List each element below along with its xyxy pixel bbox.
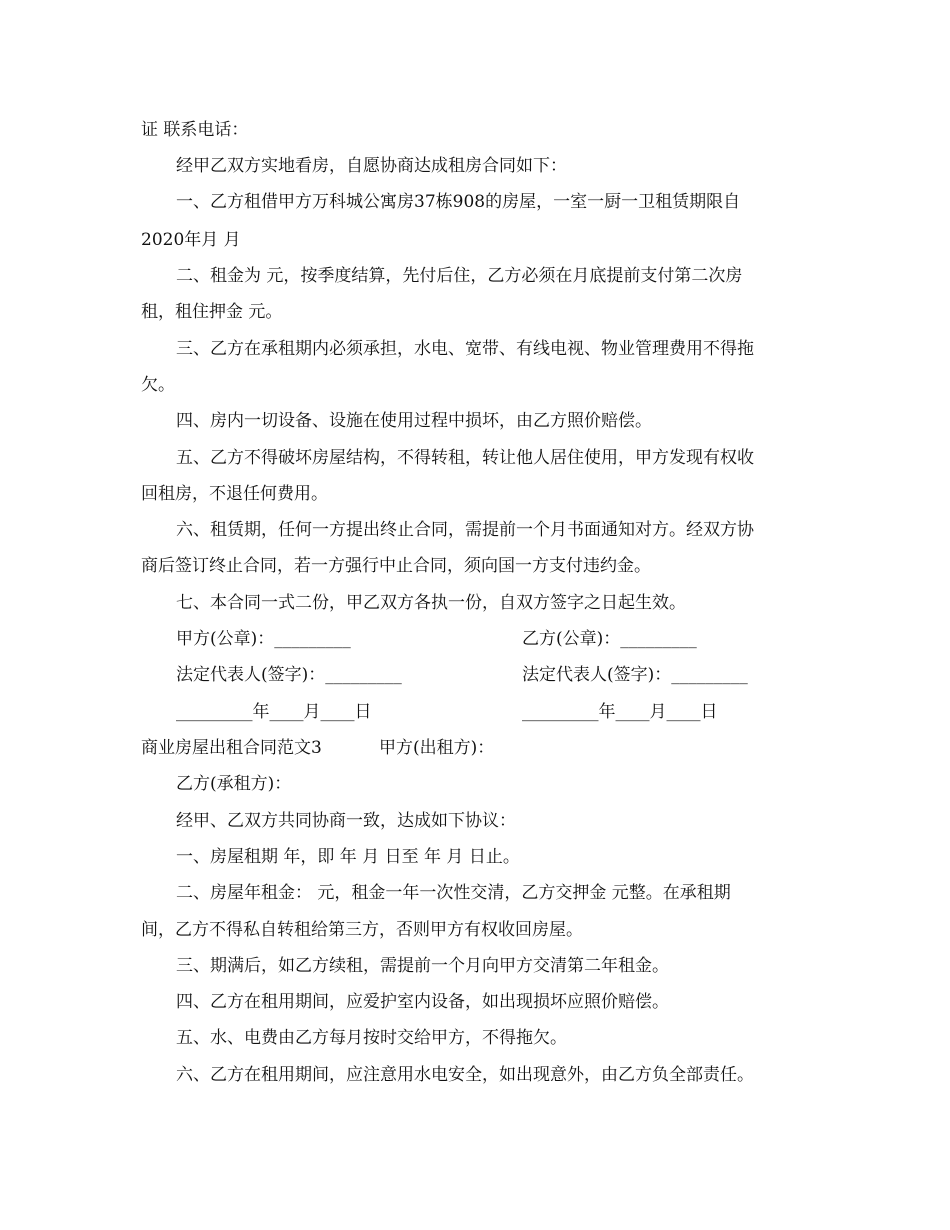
rent-clause-line: 二、房屋年租金： 元，租金一年一次性交清，乙方交押金 元整。在承租期 <box>176 883 731 903</box>
renewal-clause: 三、期满后，如乙方续租，需提前一个月向甲方交清第二年租金。 <box>176 956 669 976</box>
party-b-label: 乙方(承租方)： <box>176 774 292 794</box>
text-line: 证 联系电话： <box>141 120 249 140</box>
party-a-representative-field: 法定代表人(签字)：_________ <box>176 665 402 685</box>
party-b-seal-field: 乙方(公章)：_________ <box>522 629 697 649</box>
rent-clause-line: 间，乙方不得私自转租给第三方，否则甲方有权收回房屋。 <box>141 920 583 940</box>
safety-clause: 六、乙方在租用期间，应注意用水电安全，如出现意外，由乙方负全部责任。 <box>176 1065 754 1085</box>
party-a-date-field: _________年____月____日 <box>176 702 372 722</box>
term-clause: 一、房屋租期 年，即 年 月 日至 年 月 日止。 <box>176 847 520 867</box>
clause-1-line: 2020年月 月 <box>141 230 241 250</box>
party-b-date-field: _________年____月____日 <box>522 702 718 722</box>
equipment-clause: 四、乙方在租用期间，应爱护室内设备，如出现损坏应照价赔偿。 <box>176 992 669 1012</box>
clause-3-line: 三、乙方在承租期内必须承担，水电、宽带、有线电视、物业管理费用不得拖 <box>176 339 754 359</box>
text-line: 经甲乙双方实地看房，自愿协商达成租房合同如下： <box>176 156 567 176</box>
party-b-representative-field: 法定代表人(签字)：_________ <box>522 665 748 685</box>
clause-7-line: 七、本合同一式二份，甲乙双方各执一份，自双方签字之日起生效。 <box>176 593 686 613</box>
party-a-label: 甲方(出租方)： <box>379 738 495 758</box>
clause-2-line: 二、租金为 元，按季度结算，先付后住，乙方必须在月底提前支付第二次房 <box>176 266 743 286</box>
clause-6-line: 商后签订终止合同，若一方强行中止合同，须向国一方支付违约金。 <box>141 556 651 576</box>
clause-6-line: 六、租赁期，任何一方提出终止合同，需提前一个月书面通知对方。经双方协 <box>176 520 754 540</box>
clause-5-line: 回租房，不退任何费用。 <box>141 484 328 504</box>
party-a-seal-field: 甲方(公章)：_________ <box>176 629 351 649</box>
text-line: 经甲、乙双方共同协商一致，达成如下协议： <box>176 811 516 831</box>
clause-3-line: 欠。 <box>141 375 175 395</box>
clause-2-line: 租，租住押金 元。 <box>141 302 283 322</box>
clause-1-line: 一、乙方租借甲方万科城公寓房37栋908的房屋，一室一厨一卫租赁期限自 <box>176 192 741 212</box>
clause-4-line: 四、房内一切设备、设施在使用过程中损坏，由乙方照价赔偿。 <box>176 411 652 431</box>
section-heading: 商业房屋出租合同范文3 <box>141 738 322 758</box>
clause-5-line: 五、乙方不得破坏房屋结构，不得转租，转让他人居住使用，甲方发现有权收 <box>176 448 754 468</box>
utilities-clause: 五、水、电费由乙方每月按时交给甲方，不得拖欠。 <box>176 1028 567 1048</box>
